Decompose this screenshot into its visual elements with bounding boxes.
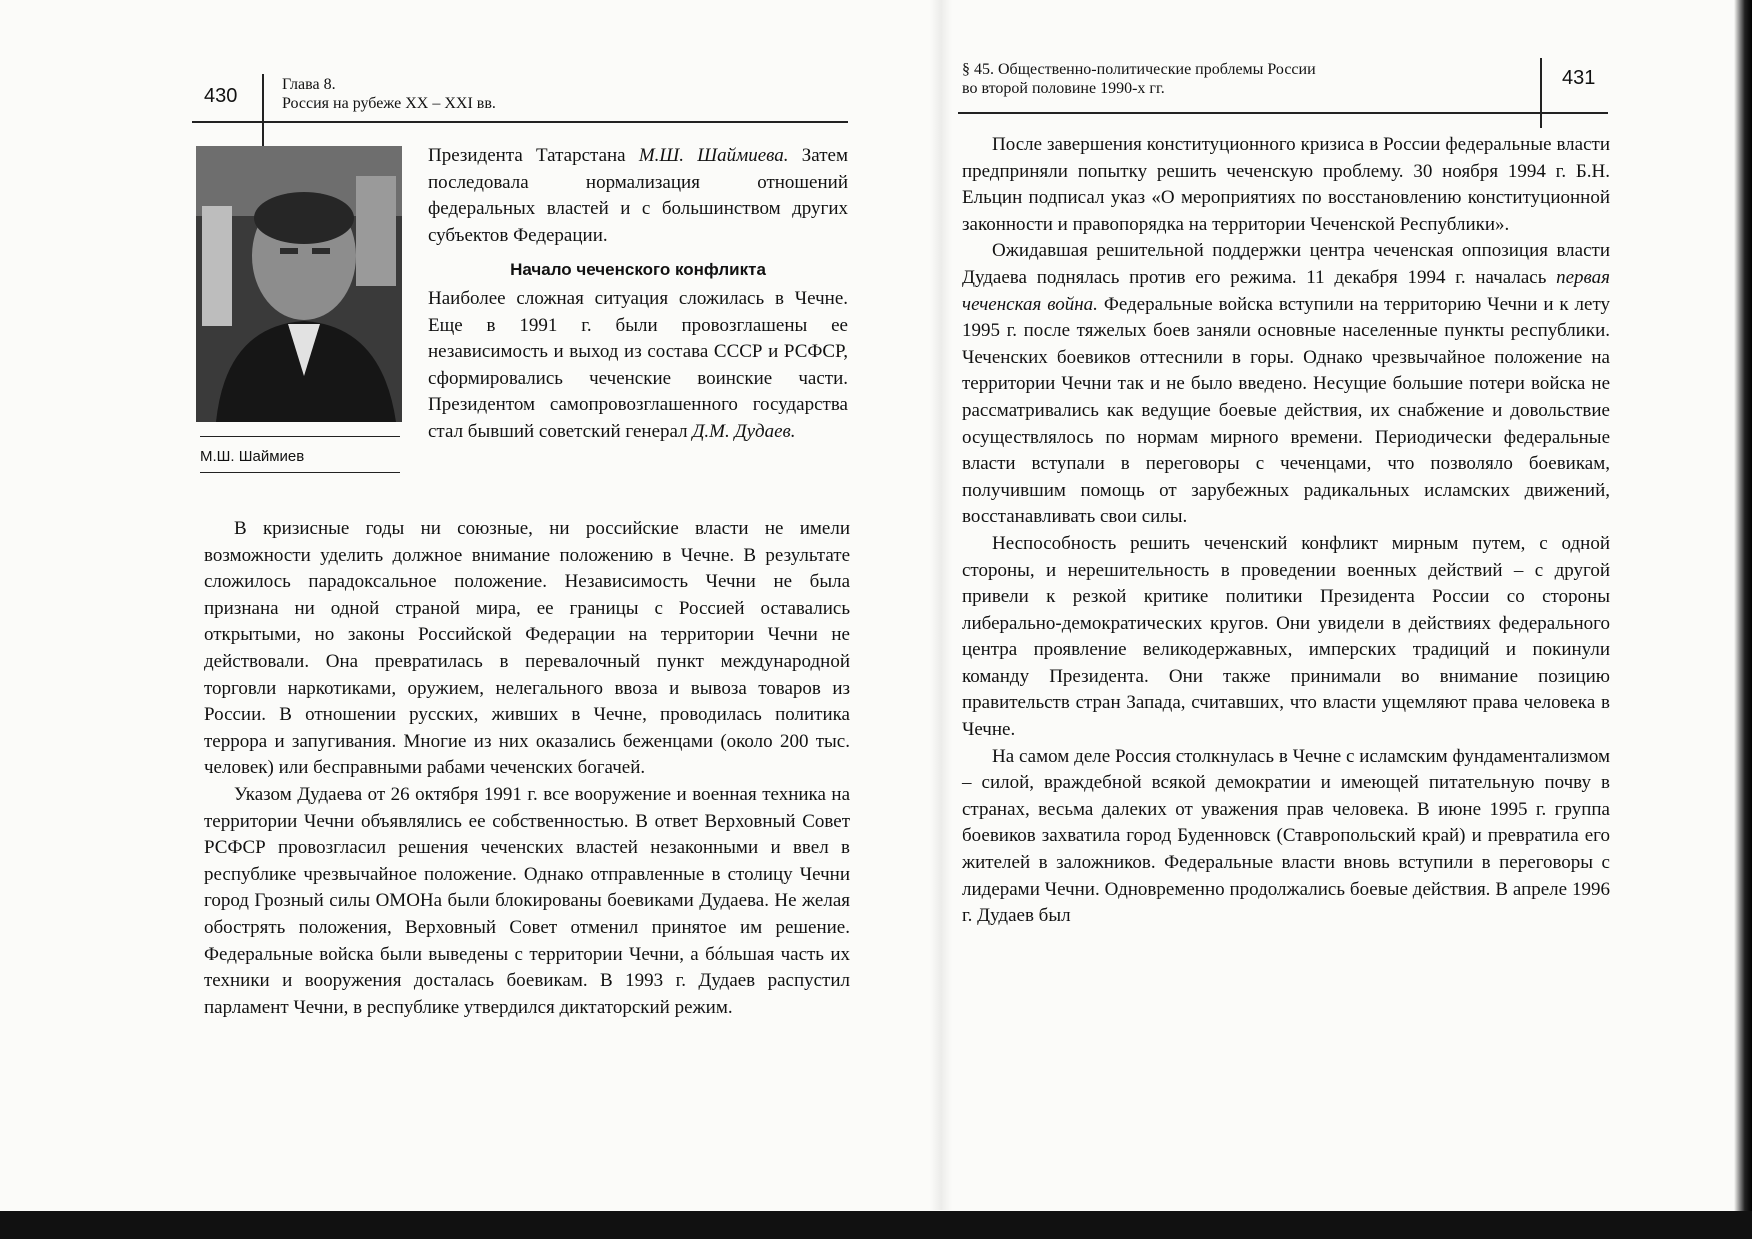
caption-rule-bottom [200,472,400,473]
right-paragraph-2-start: Ожидавшая решительной поддержки центра чеченская оппозиция власти Дудаева поднялась против его режима. 11 декабря 1994 г. началась [962,240,1610,288]
right-paragraph-2 [962,238,1610,531]
intro-text: Президента Татарстана [428,145,639,166]
right-page-number: 431 [1562,67,1596,89]
right-paragraph-1: После завершения конституционного кризиса в России федеральные власти предприняли попытку решить чеченскую проблему. 30 ноября 1994 г. Б.Н. Ельцин подписал указ «О мероприятиях по восстановлению конституционной законности и правопорядка на территории Чеченской Республики». [962,134,1610,235]
left-header-rule [192,121,848,123]
intro-name: М.Ш. Шаймиева. [638,145,789,166]
book-gutter [930,0,952,1210]
right-body-column [962,132,1610,930]
section-reference-line-2: во второй половине 1990-х гг. [962,80,1165,97]
intro-rest: Затем последовала нормализация отношений федеральных властей и с большинством других субъектов Федерации. [428,145,848,246]
photo-caption: М.Ш. Шаймиев [200,448,305,465]
portrait-illustration [196,146,402,422]
right-header-divider [1540,58,1542,128]
left-paragraph-2: Указом Дудаева от 26 октября 1991 г. все вооружение и военная техника на территории Чечни объявлялись ее собственностью. В ответ Верховный Совет РСФСР провозгласил решения чеченских властей незаконными и ввел в республике чрезвычайное положение. Однако отправленные в столицу Чечни город Грозный силы ОМОНа были блокированы боевиками Дудаева. Не желая обострять положения, Верховный Совет отменил принятое им решение. Федеральные войска были выведены с территории Чечни, а бóльшая часть их техники и вооружения досталась боевикам. В 1993 г. Дудаев распустил парламент Чечни, в республике утвердился диктаторский режим. [204,783,850,1018]
left-header-divider [262,74,264,146]
section-text: Наиболее сложная ситуация сложилась в Чечне. Еще в 1991 г. были провозглашены ее независимость и выход из состава СССР и РСФСР, сформировались чеченские воинские части. Президентом самопровозглашенного государства стал бывший советский генерал [428,287,848,442]
left-intro-column [428,143,848,446]
left-paragraph-1: В кризисные годы ни союзные, ни российские власти не имели возможности уделить должное внимание положению в Чечне. В результате сложилось парадоксальное положение. Независимость Чечни не была признана ни одной страной мира, ее границы с Россией оставались открытыми, но законы Российской Федерации на территории Чечни не действовали. Она превратилась в перевалочный пункт международной торговли наркотиками, оружием, нелегального ввоза и вывоза товаров из России. В отношении русских, живших в Чечне, проводилась политика террора и запугивания. Многие из них оказались беженцами (около 200 тыс. человек) или бесправными рабами чеченских богачей. [204,518,850,779]
right-running-head [962,60,1316,98]
left-running-head [282,75,496,113]
right-header-rule [958,112,1608,114]
left-body-column [204,516,850,1021]
left-page-number: 430 [204,85,238,107]
chapter-number: Глава 8. [282,76,336,93]
caption-rule-top [200,436,400,437]
right-paragraph-2-end: Федеральные войска вступили на территорию Чечни и к лету 1995 г. после тяжелых боев заняли основные населенные пункты республики. Чеченских боевиков оттеснили в горы. Однако чрезвычайное положение на территории Чечни так и не было введено. Несущие большие потери войска не рассматривались как ведущие боевые действия, их снабжение и довольствие осуществлялось по нормам мирного времени. Периодически федеральные власти вступали в переговоры с чеченцами, что позволяло боевикам, получившим помощь от зарубежных радикальных исламских движений, восстанавливать свои силы. [962,293,1610,528]
section-heading: Начало чеченского конфликта [510,260,766,280]
portrait-photo [196,146,402,422]
intro-paragraph [428,143,848,249]
section-reference: § 45. Общественно-политические проблемы России [962,61,1316,78]
section-paragraph [428,286,848,446]
chapter-title: Россия на рубеже XX – XXI вв. [282,95,496,112]
right-paragraph-4: На самом деле Россия столкнулась в Чечне с исламским фундаментализмом – силой, враждебной всякой демократии и имеющей питательную почву в странах, весьма далеких от уважения прав человека. В июне 1995 г. группа боевиков захватила город Буденновск (Ставропольский край) и превратила его жителей в заложников. Федеральные власти вновь вступили в переговоры с лидерами Чечни. Одновременно продолжались боевые действия. В апреле 1996 г. Дудаев был [962,745,1610,927]
section-name: Д.М. Дудаев. [692,420,796,442]
right-paragraph-3: Неспособность решить чеченский конфликт мирным путем, с одной стороны, и нерешительность в проведении военных действий – с другой привели к резкой критике политики Президента России со стороны либерально-демократических кругов. Они увидели в действиях федерального центра проявление великодержавных, имперских традиций и покинули команду Президента. Они также принимали во внимание позицию правительств стран Запада, считавших, что власти ущемляют права человека в Чечне. [962,532,1610,741]
first-chechen-war-term: первая чеченская война. [962,266,1610,315]
page-edge-shadow [1734,0,1752,1239]
scan-bottom-shadow [0,1211,1752,1239]
